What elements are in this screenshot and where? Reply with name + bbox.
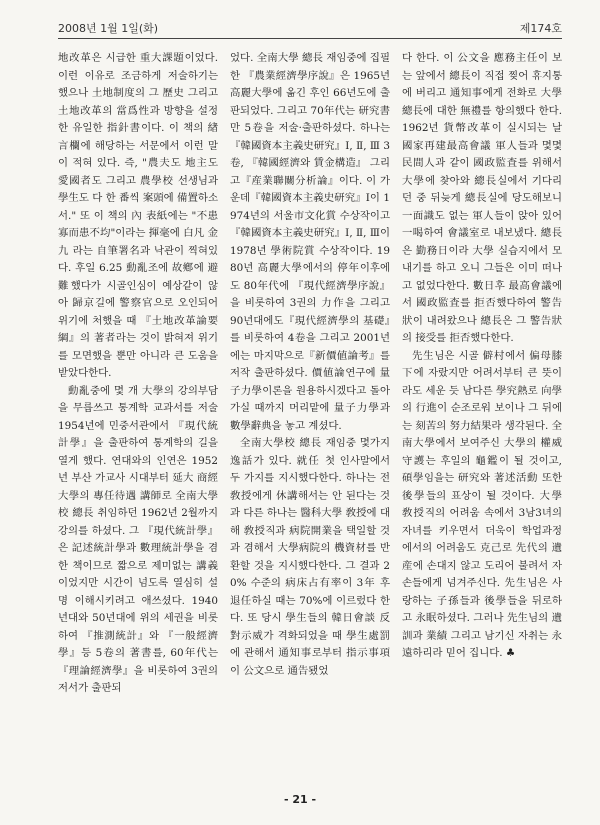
page-number: - 21 - <box>283 793 317 806</box>
paragraph: 先生님은 시골 僻村에서 偏母膝下에 자랐지만 어려서부터 큰 뜻이라도 세운 듯 남다른 學究熱로 向學의 行進이 순조로워 보이나 그 뒤에는 刻苦의 努力結果라 생각된다. 全南大學에서 보여주신 大學의 權威守護는 후일의 龜鑑이 될 것이고, 碩學임을는 研究와 著述活動 또한 後學들의 표상이 될 것이다. 大學 敎授직의 어려움 속에서 3남3녀의 자녀를 키우면서 더욱이 학업과정에서의 어려움도 克己로 先代의 遺産에 손대지 않고 도리어 불려서 자손들에게 넘겨주신다. 先生님은 사랑하는 子孫들과 後學들을 뒤로하고 永眠하셨다. 그러나 先生님의 遺訓과 業績 그리고 남기신 자취는 永遠하리라 믿어 집니다. ♣ <box>402 349 562 659</box>
page-header <box>58 20 562 38</box>
article-body <box>58 50 562 790</box>
paragraph: 다 한다. 이 公文을 應務主任이 보는 앞에서 總長이 직접 찢어 휴지통에 버리고 通知事에게 전화로 大學總長에 대한 無禮를 항의했다 한다. 1962년 貨幣改革이 실시되는 날 國家再建最高會議 軍人들과 몇몇 民間人과 같이 國政監査를 위해서 大學에 찾아와 總長실에서 기다리던 중 뒤늦게 總長실에 당도해보니 一面識도 없는 軍人들이 앉아 있어 一喝하여 會議室로 내보냈다. 總長은 勤務日이라 大學 실습지에서 모내기를 하고 오니 그들은 이미 떠나고 없었다한다. 數日후 最高會議에서 國政監査를 拒否했다하여 警告狀이 내려왔으나 總長은 그 警告狀의 接受를 拒否했다한다. <box>402 52 562 344</box>
column-2 <box>230 50 390 790</box>
header-issue-number: 제174호 <box>519 22 562 35</box>
paragraph: 地改革은 시급한 重大課題이었다. 이런 이유로 조금하게 저술하기는 했으나 土地制度의 그 歷史 그리고 土地改革의 當爲性과 방향을 설정한 유일한 指針書이다. 이 책의 緖言欄에 해당하는 서문에서 이런 말이 적혀 있다. 즉, "農夫도 地主도 愛國者도 그리고 農學校 선생님과 學生도 다 한 番씩 案頭에 備置하소서." 또 이 책의 內 表紙에는 "不患寡而患不均"이라는 揮毫에 白凡 金九 라는 自筆署名과 낙관이 찍혀있다. 후일 6.25 動亂조에 故鄕에 避難했다가 시골인심이 예상같이 않아 歸京길에 警察官으로 오인되어 위기에 처했을 때 『土地改革論要綱』의 著者라는 것이 밝혀져 위기를 모면했을 뿐만 아니라 큰 도움을 받았다한다. <box>58 52 218 379</box>
header-rule <box>58 38 562 39</box>
paragraph: 動亂중에 몇 개 大學의 강의부담을 무릅쓰고 통계학 교과서를 저술 1954년에 민중서관에서 『現代統計學』을 출판하여 통계학의 길을 열게 했다. 연대와의 인연은 1952년 부산 가교사 시대부터 延大 商經大學의 專任待遇 講師로 全南大學校 總長 취임하던 1962년 2월까지 강의를 하셨다. 그 『現代統計學』은 記述統計學과 數理統計學을 겸한 책이므로 짧으로 제미없는 講義이었지만 시간이 넘도록 열심히 설명 이해시키려고 애쓰셨다. 1940년대와 50년대에 위의 세권을 비롯하여 『推測統計』와 『一般經濟學』등 5卷의 著書를, 60年代는 『理論經濟學』을 비롯하여 3권의 저서가 출판되 <box>58 384 218 694</box>
column-3 <box>402 50 562 790</box>
paragraph: 었다. 全南大學 總長 재임중에 집필한 『農業經濟學序說』은 1965년 高麗大學에 옮긴 후인 66년도에 출판되었다. 그리고 70年代는 研究書만 5卷을 저술·출판하셨다. 하나는『韓國資本主義史研究』Ⅰ, Ⅱ, Ⅲ 3卷, 『韓國經濟와 賃金構造』 그리고『産業聯關分析論』이다. 이 가운데『韓國資本主義史研究』Ⅰ이 1974년의 서울市文化賞 수상작이고 『韓國資本主義史研究』Ⅰ, Ⅱ, Ⅲ이 1978년 學術院賞 수상작이다. 1980년 高麗大學에서의 停年이후에도 80年代에 『現代經濟學序說』을 비롯하여 3권의 力作을 그리고 90년대에도『現代經濟學의 基礎』를 비롯하여 4卷을 그리고 2001년에는 마지막으로『新價値論考』를 저작 출판하셨다. 價値論연구에 量子力學이론을 원용하시겠다고 돌아가실 때까지 머리맡에 量子力學과 數學辭典을 놓고 계셨다. <box>230 52 390 432</box>
header-date: 2008년 1월 1일(화) <box>58 22 159 35</box>
paragraph: 全南大學校 總長 재임중 몇가지 逸話가 있다. 就任 첫 인사말에서 두 가지를 지시했다한다. 하나는 전 敎授에게 休講해서는 안 된다는 것과 다른 하나는 醫科大學 敎授에 대해 敎授직과 病院開業을 택일할 것과 겸해서 大學病院의 機資材를 반환할 것을 지시했다한다. 그 결과 20% 수준의 病床占有率이 3年 후 退任하실 때는 70%에 이르렀다 한다. 또 당시 學生들의 韓日會談 反對示威가 격화되었을 때 學生處罰에 관해서 通知事로부터 指示事項이 公文으로 通告됐었 <box>230 437 390 677</box>
column-1 <box>58 50 218 790</box>
